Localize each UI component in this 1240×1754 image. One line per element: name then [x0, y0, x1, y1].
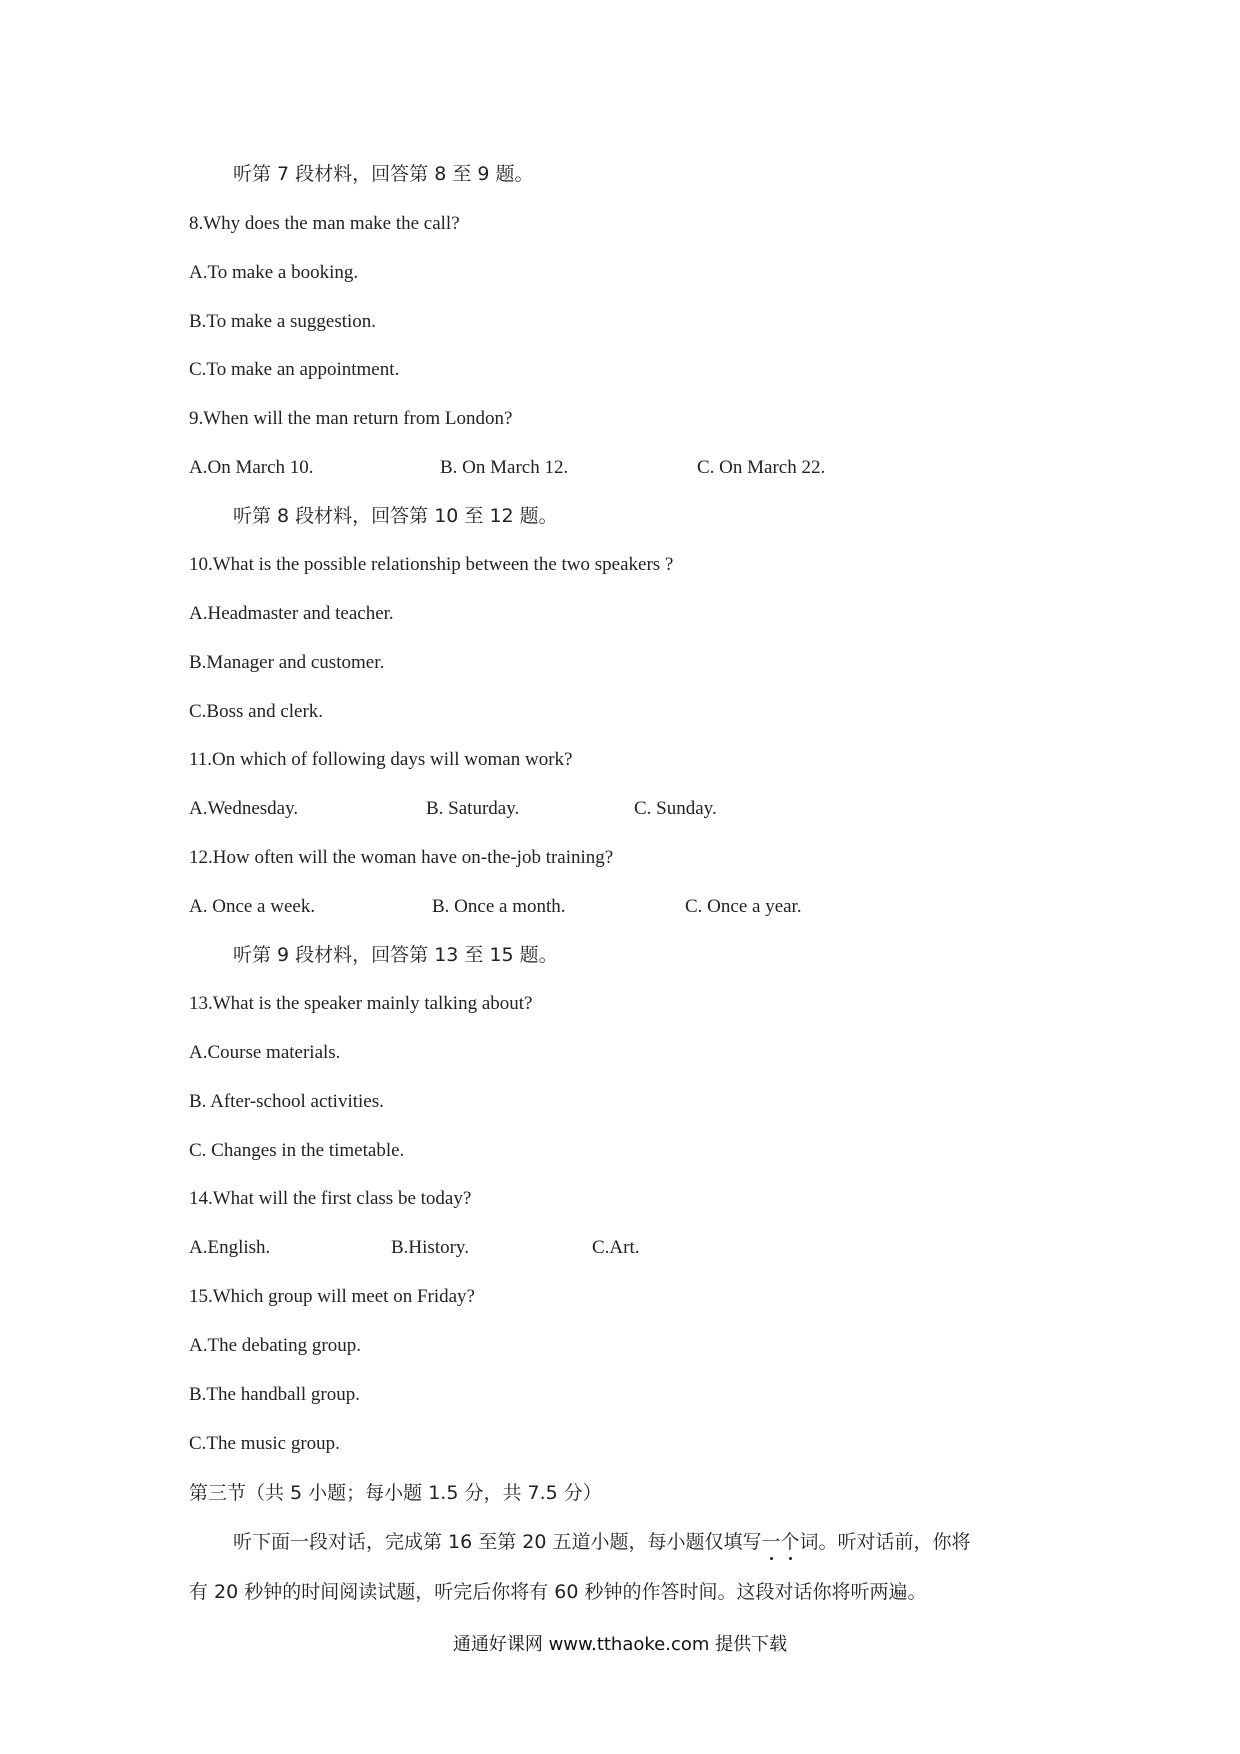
q9-option-c: C. On March 22. [697, 457, 826, 478]
q10-option-b: B.Manager and customer. [189, 652, 385, 673]
footer-source: 通通好课网 www.tthaoke.com 提供下载 [452, 1634, 788, 1655]
q14-stem: 14.What will the first class be today? [189, 1188, 472, 1209]
part3-heading: 第三节（共 5 小题；每小题 1.5 分，共 7.5 分） [189, 1482, 602, 1504]
q10-option-c: C.Boss and clerk. [189, 701, 324, 722]
q11-stem: 11.On which of following days will woman work? [189, 749, 573, 770]
q11-option-b: B. Saturday. [426, 798, 520, 819]
q8-option-b: B.To make a suggestion. [189, 311, 377, 332]
q8-option-c: C.To make an appointment. [189, 359, 400, 380]
q15-stem: 15.Which group will meet on Friday? [189, 1286, 475, 1307]
q9-option-a: A.On March 10. [189, 457, 314, 478]
q14-option-a: A.English. [189, 1237, 271, 1258]
section8-intro: 听第 8 段材料，回答第 10 至 12 题。 [233, 505, 558, 527]
q8-stem: 8.Why does the man make the call? [189, 213, 460, 234]
q9-stem: 9.When will the man return from London? [189, 408, 513, 429]
q12-option-b: B. Once a month. [432, 896, 566, 917]
q11-option-a: A.Wednesday. [189, 798, 299, 819]
q12-option-c: C. Once a year. [685, 896, 802, 917]
q12-stem: 12.How often will the woman have on-the-job training? [189, 847, 614, 868]
section7-intro: 听第 7 段材料，回答第 8 至 9 题。 [233, 163, 534, 185]
q13-option-b: B. After-school activities. [189, 1091, 384, 1112]
q14-option-b: B.History. [391, 1237, 469, 1258]
part3-instruction-line2: 有 20 秒钟的时间阅读试题，听完后你将有 60 秒钟的作答时间。这段对话你将听两遍。 [189, 1581, 927, 1603]
q14-option-c: C.Art. [592, 1237, 640, 1258]
section9-intro: 听第 9 段材料，回答第 13 至 15 题。 [233, 944, 558, 966]
q13-option-c: C. Changes in the timetable. [189, 1140, 405, 1161]
q10-option-a: A.Headmaster and teacher. [189, 603, 394, 624]
instruction-text-pre: 听下面一段对话，完成第 16 至第 20 五道小题，每小题仅填写 [233, 1531, 762, 1553]
q13-stem: 13.What is the speaker mainly talking about? [189, 993, 533, 1014]
emphasis-char-1: 一 [761, 1531, 781, 1553]
q15-option-b: B.The handball group. [189, 1384, 360, 1405]
emphasis-char-2: 个 [780, 1531, 800, 1553]
q10-stem: 10.What is the possible relationship between the two speakers ? [189, 554, 674, 575]
q11-option-c: C. Sunday. [634, 798, 717, 819]
q8-option-a: A.To make a booking. [189, 262, 359, 283]
q12-option-a: A. Once a week. [189, 896, 316, 917]
q9-option-b: B. On March 12. [440, 457, 569, 478]
q13-option-a: A.Course materials. [189, 1042, 341, 1063]
q15-option-a: A.The debating group. [189, 1335, 362, 1356]
q15-option-c: C.The music group. [189, 1433, 340, 1454]
instruction-text-post: 词。听对话前，你将 [799, 1531, 971, 1553]
part3-instruction-line1 [233, 1530, 971, 1554]
